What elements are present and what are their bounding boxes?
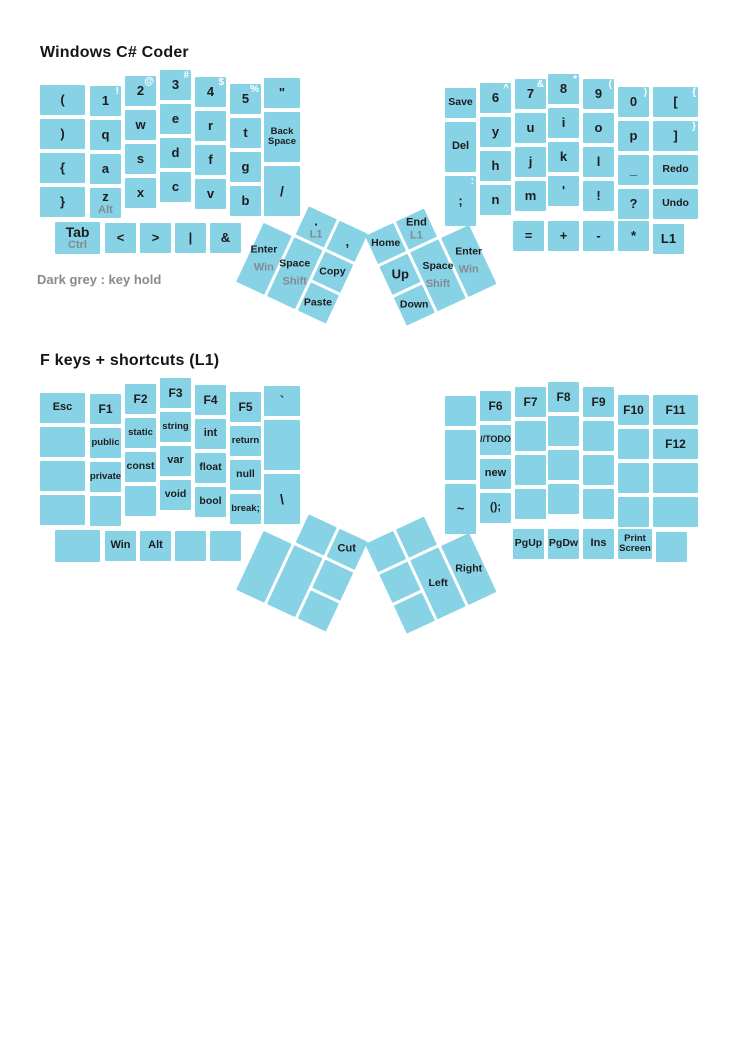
key-label: Right [455,562,483,575]
key-tab [55,222,100,254]
key-label: int [203,427,218,440]
key-undo [653,189,698,219]
key-f8 [548,382,579,412]
key-int [195,419,226,449]
key-label: Back Space [268,126,296,147]
key-label: | [188,230,193,246]
key-label: F9 [591,394,606,409]
layer2-title: F keys + shortcuts (L1) [40,352,220,369]
key-symbol [175,223,206,253]
key-e [160,104,191,134]
key-label: Cut [337,542,357,555]
key-label: string [162,421,189,433]
key-const [125,452,156,482]
key-blank [583,455,614,485]
key-8 [548,74,579,104]
key-n [480,185,511,215]
key-b [230,186,261,216]
key-label: void [164,488,187,501]
key-symbol [140,223,171,253]
key-3 [160,70,191,100]
key-label: Win [110,539,131,552]
key-symbol [618,155,649,185]
key-alt [140,531,171,561]
key-symbol [264,78,300,108]
key-shift-symbol: @ [144,76,154,87]
key-label: Enter [250,243,278,256]
key-f3 [160,378,191,408]
key-hold-label: Win [458,263,479,276]
key-label: 5 [241,91,250,107]
key-blank [618,429,649,459]
key-v [195,179,226,209]
key-label: null [236,468,255,481]
right-thumb [365,194,497,326]
key-shift-symbol: ! [115,86,119,97]
key-label: ' [561,183,566,199]
key-h [480,151,511,181]
key-label: < [116,230,125,246]
key-label: r [207,118,214,134]
key-win [105,531,136,561]
key-o [583,113,614,143]
key-public [90,428,121,458]
key-label: PgUp [514,537,543,550]
key-f4 [195,385,226,415]
key-label: > [151,230,160,246]
key-f5 [230,392,261,422]
key-label: ] [673,128,678,144]
key-label: h [491,158,500,174]
key-f10 [618,395,649,425]
key-blank [515,421,546,451]
key-p [618,121,649,151]
key-static [125,418,156,448]
key-u [515,113,546,143]
key-string [160,412,191,442]
key-label: bool [199,495,222,508]
key-label: { [59,160,66,176]
key-symbol [583,221,614,251]
key-label: e [171,111,180,127]
key-label: p [629,128,638,144]
key-hold-label: Ctrl [68,239,87,252]
key-label: k [559,149,568,165]
key-redo [653,155,698,185]
key-label: Home [371,236,401,249]
key-label: Alt [148,539,163,552]
key-y [480,117,511,147]
key-r [195,111,226,141]
key-blank [55,530,100,562]
key-label: Del [451,140,470,153]
key-label: * [630,228,637,244]
key-f6 [480,391,511,421]
key-label: f [208,152,213,168]
key-label: return [231,435,260,447]
key-label: const [126,460,155,473]
key-label: n [491,192,500,208]
key-symbol [210,223,241,253]
key-label: F10 [623,402,644,417]
key-label: ( [60,92,65,108]
key-f11 [653,395,698,425]
key-label: Space [422,259,454,272]
key-label: _ [629,162,638,178]
key-shift-symbol: $ [218,77,224,88]
key-label: \ [280,490,284,507]
key-label: t [243,125,248,141]
key-hold-label: Shift [282,275,307,288]
key-label: ; [458,193,463,209]
key-label: w [135,117,146,133]
key-hold-label: Shift [425,277,451,290]
key-blank [264,420,300,470]
key-label: c [171,179,180,195]
key-label: & [220,230,231,246]
key-blank [175,531,206,561]
key-f9 [583,387,614,417]
key-bool [195,487,226,517]
key-save [445,88,476,118]
key-blank [653,497,698,527]
key-label: Paste [304,296,333,309]
key-label: F1 [98,401,113,416]
key-label: m [524,188,537,204]
key-hold-label: L1 [409,228,423,241]
key-label: i [561,115,566,131]
key-label: F5 [238,399,253,414]
key-9 [583,79,614,109]
key-symbol [40,85,85,115]
key-blank [40,427,85,457]
key-esc [40,393,85,423]
key-label: 7 [526,86,535,102]
key-label: new [484,467,507,480]
key-symbol [583,181,614,211]
key-label: public [91,437,120,449]
key-label: Save [448,96,473,109]
key-blank [653,463,698,493]
key-6 [480,83,511,113]
key-label: u [526,120,535,136]
key-label: l [596,154,601,170]
key-label: q [101,127,110,143]
key-symbol [548,176,579,206]
key-shift-symbol: * [573,74,577,85]
key-blank [125,486,156,516]
key-label: ~ [456,501,465,517]
key-blank [515,455,546,485]
key-label: y [491,124,500,140]
key-j [515,147,546,177]
key-label: End [406,216,427,229]
key-symbol [653,87,698,117]
key-l [583,147,614,177]
key-label: 1 [101,93,110,109]
key-label: static [128,427,153,439]
key-pgdw [548,529,579,559]
key-d [160,138,191,168]
key-label: F8 [556,389,571,404]
key-void [160,480,191,510]
key-label: b [241,193,250,209]
key-label: ? [629,196,638,212]
key-shift-symbol: { [692,87,696,98]
key-q [90,120,121,150]
key-del [445,122,476,172]
key-blank [656,532,687,562]
key-s [125,144,156,174]
key-label: a [101,161,110,177]
key-label: 9 [594,86,603,102]
key-hold-legend: Dark grey : key hold [37,272,162,287]
key-label: g [241,159,250,175]
key-label: Esc [52,401,73,414]
key-label: 3 [171,77,180,93]
key-back-space [264,112,300,162]
key-g [230,152,261,182]
key-label: ` [279,393,285,409]
key-label: F11 [665,402,686,417]
key-shift-symbol: ( [608,79,612,90]
key-1 [90,86,121,116]
key-label: v [206,186,215,202]
key-shift-symbol: ) [643,87,647,98]
key-f2 [125,384,156,414]
key-0 [618,87,649,117]
key-symbol [40,153,85,183]
key-label: x [136,185,145,201]
key-symbol [653,121,698,151]
key-f1 [90,394,121,424]
key-symbol [264,386,300,416]
key-pgup [513,529,544,559]
key-shift-symbol: % [250,84,259,95]
key-f [195,145,226,175]
key-label: //TODO [480,434,511,445]
key-blank [548,484,579,514]
key-f12 [653,429,698,459]
key-label: Enter [455,245,483,258]
key-blank [515,489,546,519]
key-blank [210,531,241,561]
key-label: + [559,228,568,244]
key-blank [40,461,85,491]
key-label: Tab [65,223,90,240]
key-label: Ins [590,537,607,550]
key-l1 [653,224,684,254]
key-symbol [548,221,579,251]
key-blank [618,463,649,493]
key-label: (); [490,501,501,514]
key-label: F12 [665,436,686,451]
key-ins [583,529,614,559]
key-2 [125,76,156,106]
key-float [195,453,226,483]
key-blank [618,497,649,527]
key-label: float [199,461,222,474]
key-label: [ [673,94,678,110]
key-symbol [513,221,544,251]
key-null [230,460,261,490]
key-blank [445,396,476,426]
key-blank [445,430,476,480]
key-t [230,118,261,148]
key-label: private [89,471,122,483]
key-label: F2 [133,391,148,406]
key-label: F4 [203,392,218,407]
key-label: } [59,194,66,210]
key-symbol [480,493,511,523]
key-shift-symbol: & [536,79,544,90]
key-7 [515,79,546,109]
key-blank [583,489,614,519]
key-label: 6 [491,90,500,106]
key-m [515,181,546,211]
key-symbol [618,189,649,219]
key-blank [548,416,579,446]
key-label: ) [60,126,65,142]
key-symbol [40,119,85,149]
key-k [548,142,579,172]
key-label: F3 [168,385,183,400]
key-z [90,188,121,218]
key-4 [195,77,226,107]
key-label: Space [279,257,311,270]
key-label: var [167,454,184,467]
key-todo [480,425,511,455]
key-blank [40,495,85,525]
key-label: s [136,151,145,167]
key-label: = [524,228,533,244]
right-thumb-l2 [365,502,497,634]
key-shift-symbol: } [692,121,696,132]
key-label: / [280,182,284,199]
key-symbol [618,221,649,251]
key-label: 0 [629,94,638,110]
key-var [160,446,191,476]
key-c [160,172,191,202]
key-label: " [278,85,286,101]
key-w [125,110,156,140]
key-shift-symbol: # [183,70,189,81]
key-label: 2 [136,83,145,99]
key-label: Undo [662,197,689,210]
key-blank [583,421,614,451]
key-label: . [314,213,319,229]
key-print-screen [618,529,652,559]
key-label: , [345,233,349,249]
key-label: L1 [660,231,677,247]
key-label: Left [428,576,448,589]
key-return [230,426,261,456]
key-label: Copy [319,265,346,278]
key-symbol [105,223,136,253]
key-label: 8 [559,81,568,97]
key-x [125,178,156,208]
key-a [90,154,121,184]
key-label: Redo [662,163,689,176]
key-break [230,494,261,524]
key-label: F6 [488,398,503,413]
key-label: 4 [206,84,215,100]
key-symbol [40,187,85,217]
key-label: PgDw [548,537,579,550]
key-label: - [596,228,601,244]
key-hold-label: Alt [98,203,113,216]
key-hold-label: Win [253,261,274,274]
key-label: z [102,189,109,205]
key-hold-label: L1 [309,227,323,240]
key-label: ! [596,188,601,204]
layer1-title: Windows C# Coder [40,44,189,61]
key-label: Down [400,298,429,311]
key-label: o [594,120,603,136]
key-label: Up [391,266,409,282]
key-label: j [528,154,533,170]
key-label: d [171,145,180,161]
key-private [90,462,121,492]
key-shift-symbol: : [470,176,474,187]
key-5 [230,84,261,114]
key-i [548,108,579,138]
key-blank [90,496,121,526]
key-blank [548,450,579,480]
key-f7 [515,387,546,417]
key-new [480,459,511,489]
key-label: break; [231,503,260,515]
key-label: Print Screen [619,533,651,554]
key-label: F7 [523,394,538,409]
key-shift-symbol: ^ [503,83,509,94]
